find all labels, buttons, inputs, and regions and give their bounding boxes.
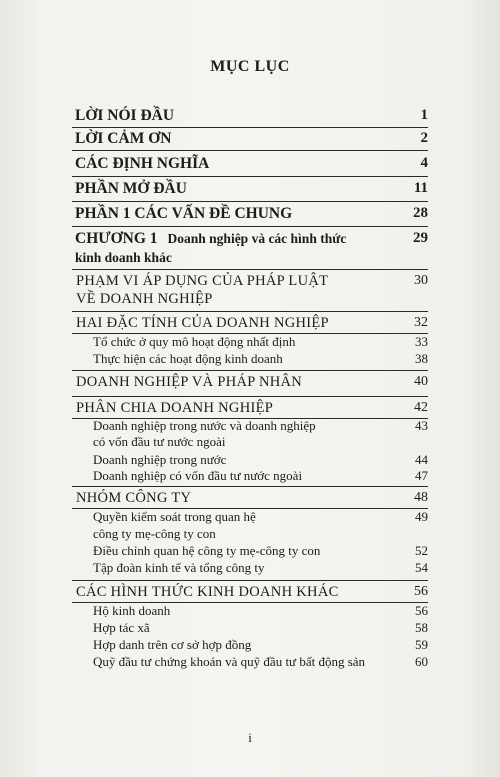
toc-entry-page: 40 [414,374,428,389]
toc-entry-page: 11 [413,180,428,196]
divider [72,269,428,270]
divider [72,486,428,487]
toc-entry-title: LỜI CẢM ƠN [75,130,172,147]
divider [72,150,428,151]
divider [72,176,428,177]
toc-entry-page: 38 [415,351,428,366]
divider [72,370,428,371]
toc-entry-title: Điều chỉnh quan hệ công ty mẹ-công ty con [93,543,321,558]
toc-entry [0,205,500,227]
toc-entry-title: PHẠM VI ÁP DỤNG CỦA PHÁP LUẬT [76,273,329,289]
toc-entry-title: NHÓM CÔNG TY [76,490,192,506]
toc-entry-page: 42 [414,400,428,415]
toc-entry-title: PHẦN 1 CÁC VẤN ĐỀ CHUNG [75,205,293,222]
toc-entry-page: 44 [415,452,428,467]
toc-entry-page: 2 [420,130,428,146]
toc-entry-title: Hộ kinh doanh [93,603,171,618]
toc-entry-page: 56 [414,584,428,599]
chapter-title: Doanh nghiệp và các hình thức [167,231,347,246]
toc-entry-page: 30 [414,273,428,288]
toc-entry-title: CÁC HÌNH THỨC KINH DOANH KHÁC [76,584,339,600]
toc-entry-title: Doanh nghiệp trong nước [93,452,227,467]
divider [72,201,428,202]
toc-entry-title: Thực hiện các hoạt động kinh doanh [93,351,283,366]
toc-entry-title: CÁC ĐỊNH NGHĨA [75,155,210,172]
toc-section [0,374,500,396]
toc-entry-title: Tổ chức ở quy mô hoạt động nhất định [93,334,296,349]
toc-entry-page: 58 [415,620,428,635]
toc-entry-title: VỀ DOANH NGHIỆP [76,291,213,307]
toc-chapter-entry [0,230,500,252]
toc-entry-title: Doanh nghiệp trong nước và doanh nghiệp [93,418,316,433]
toc-entry-title: PHẦN MỞ ĐẦU [75,180,187,197]
divider [72,311,428,312]
toc-entry-title: Quyền kiểm soát trong quan hệ [93,509,256,524]
toc-entry-title: Hợp danh trên cơ sở hợp đồng [93,637,252,652]
toc-entry-title: LỜI NÓI ĐẦU [75,107,175,124]
toc-entry-page: 49 [415,509,428,524]
toc-entry-page: 48 [414,490,428,505]
toc-subentry [0,560,500,582]
toc-entry-page: 33 [415,334,428,349]
toc-subentry [0,654,500,676]
toc-entry [0,155,500,177]
toc-entry [0,107,500,129]
toc-entry-page: 43 [415,418,428,433]
toc-entry-continuation [0,291,500,313]
toc-entry-title: DOANH NGHIỆP VÀ PHÁP NHÂN [76,374,303,390]
toc-entry-page: 54 [415,560,428,575]
toc-entry-page: 56 [415,603,428,618]
toc-entry-title: Hợp tác xã [93,620,150,635]
page-title: MỤC LỤC [210,58,290,75]
divider [72,226,428,227]
toc-entry-title: Doanh nghiệp có vốn đầu tư nước ngoài [93,468,303,483]
toc-entry [0,130,500,152]
toc-entry-page: 52 [415,543,428,558]
toc-entry-title: HAI ĐẶC TÍNH CỦA DOANH NGHIỆP [76,315,329,331]
toc-entry-page: 29 [413,230,428,246]
toc-entry-page: 28 [413,205,428,221]
toc-entry-page: 47 [415,468,428,483]
toc-entry-page: 59 [415,637,428,652]
toc-entry-title: Tập đoàn kinh tế và tổng công ty [93,560,265,575]
divider [72,127,428,128]
toc-entry-title: PHÂN CHIA DOANH NGHIỆP [76,400,274,416]
toc-entry-title: Quỹ đầu tư chứng khoán và quỹ đầu tư bất động sản [93,654,366,669]
toc-entry [0,180,500,202]
toc-entry-title: công ty mẹ-công ty con [93,526,216,541]
divider [72,580,428,581]
toc-entry-title: kinh doanh khác [75,250,172,265]
toc-entry-page: 1 [420,107,428,123]
toc-entry-page: 60 [415,654,428,669]
toc-entry-page: 32 [414,315,428,330]
toc-entry-title: có vốn đầu tư nước ngoài [93,434,226,449]
chapter-label: CHƯƠNG 1 [75,230,158,247]
divider [72,396,428,397]
toc-entry-page: 4 [420,155,428,171]
page-number: i [248,730,252,745]
